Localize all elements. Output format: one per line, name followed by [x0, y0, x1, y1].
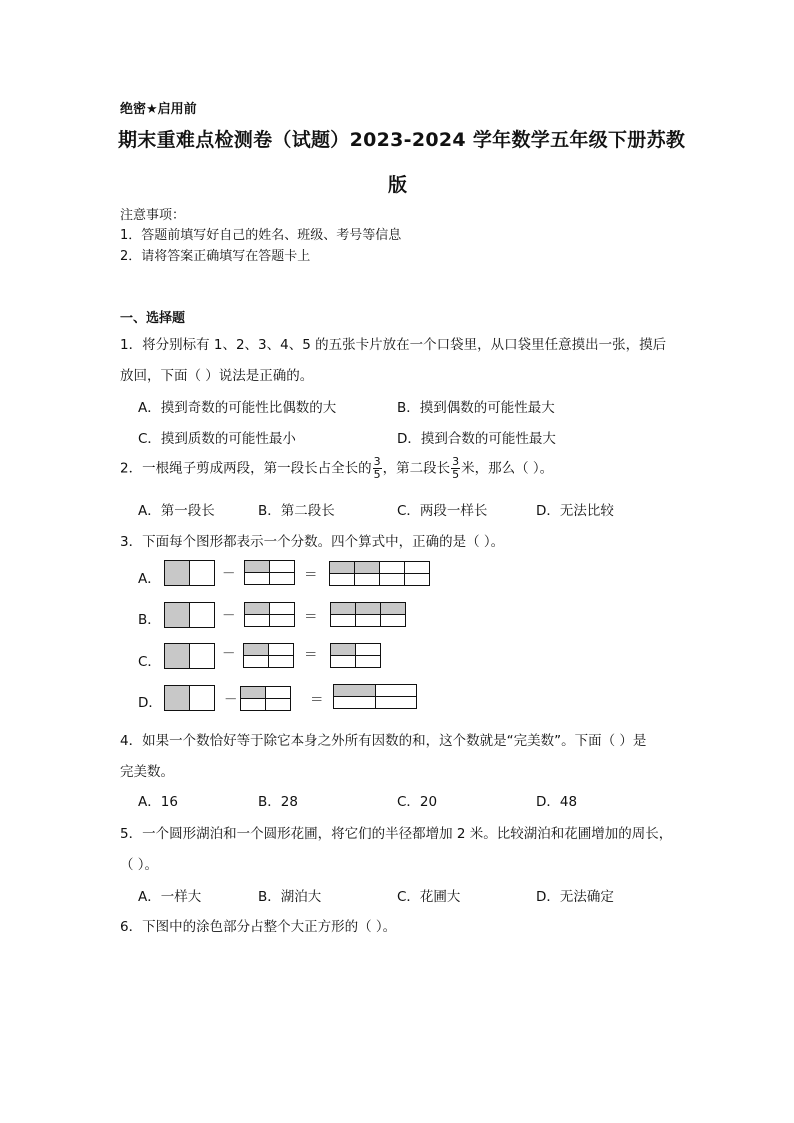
q3-figures-option-c [165, 644, 381, 669]
q3-minus-d: － [224, 692, 238, 708]
q2-text-b: ，第二段长 [382, 460, 451, 477]
q5-stem-line1: 5．一个圆形湖泊和一个圆形花圃，将它们的半径都增加 2 米。比较湖泊和花圃增加的周长， [120, 826, 673, 842]
q2-fraction-2-numerator: 3 [452, 455, 460, 468]
q3-stem: 3．下面每个图形都表示一个分数。四个算式中，正确的是（ ）。 [120, 534, 505, 550]
q3a-shaded-half [165, 561, 190, 586]
q5-option-b: B．湖泊大 [258, 889, 322, 905]
q4-option-d: D．48 [536, 794, 578, 810]
q3-minus-a: － [222, 566, 236, 582]
q5-stem-line2: （ ）。 [120, 857, 159, 873]
q5-option-c: C．花圃大 [397, 889, 461, 905]
section-heading: 一、选择题 [120, 311, 186, 326]
note-item-1: 1．答题前填写好自己的姓名、班级、考号等信息 [120, 228, 402, 243]
q1-option-c: C．摸到质数的可能性最小 [138, 431, 296, 447]
q3-label-a: A． [138, 571, 161, 587]
q2-option-d: D．无法比较 [536, 503, 614, 519]
q3-figures-option-a [165, 561, 430, 586]
q3-minus-b: － [222, 608, 236, 624]
q3-equals-a: ＝ [304, 567, 318, 583]
q3a-shaded-quarter [245, 561, 270, 573]
q3-figures-option-b [165, 603, 406, 628]
q3-minus-c: － [222, 646, 236, 662]
q6-stem: 6．下图中的涂色部分占整个大正方形的（ ）。 [120, 919, 397, 935]
q4-option-c: C．20 [397, 794, 438, 810]
q2-option-a: A．第一段长 [138, 503, 215, 519]
q1-option-b: B．摸到偶数的可能性最大 [397, 400, 555, 416]
q4-option-a: A．16 [138, 794, 178, 810]
exam-title-line1: 期末重难点检测卷（试题）2023-2024 学年数学五年级下册苏教 [118, 129, 686, 151]
q1-option-a: A．摸到奇数的可能性比偶数的大 [138, 400, 337, 416]
q2-text-a: 2．一根绳子剪成两段，第一段长占全长的 [120, 460, 372, 477]
q1-option-d: D．摸到合数的可能性最大 [397, 431, 556, 447]
q2-option-c: C．两段一样长 [397, 503, 488, 519]
q2-fraction-1-numerator: 3 [373, 455, 381, 468]
q3-equals-d: ＝ [310, 692, 324, 708]
q3-label-d: D． [138, 695, 162, 711]
q1-stem-line1: 1．将分别标有 1、2、3、4、5 的五张卡片放在一个口袋里，从口袋里任意摸出一张，摸后 [120, 337, 667, 353]
q2-fraction-2-denominator: 5 [452, 468, 460, 481]
notes-heading: 注意事项： [120, 208, 186, 223]
exam-title-line2: 版 [388, 174, 408, 196]
q2-fraction-1-denominator: 5 [373, 468, 381, 481]
q3-figures-option-d [165, 685, 417, 711]
q4-stem-line2: 完美数。 [120, 764, 174, 780]
q2-option-b: B．第二段长 [258, 503, 335, 519]
q2-text-c: 米，那么（ ）。 [461, 460, 554, 477]
q3-equals-c: ＝ [304, 647, 318, 663]
q4-option-b: B．28 [258, 794, 298, 810]
q1-stem-line2: 放回，下面（ ）说法是正确的。 [120, 368, 314, 384]
q5-option-a: A．一样大 [138, 889, 202, 905]
q4-stem-line1: 4．如果一个数恰好等于除它本身之外所有因数的和，这个数就是“完美数”。下面（ ）是 [120, 733, 647, 749]
q3-label-b: B． [138, 612, 161, 628]
q5-option-d: D．无法确定 [536, 889, 614, 905]
confidential-mark: 绝密★启用前 [120, 102, 197, 117]
note-item-2: 2．请将答案正确填写在答题卡上 [120, 249, 311, 264]
q3-equals-b: ＝ [304, 609, 318, 625]
q3-label-c: C． [138, 654, 161, 670]
